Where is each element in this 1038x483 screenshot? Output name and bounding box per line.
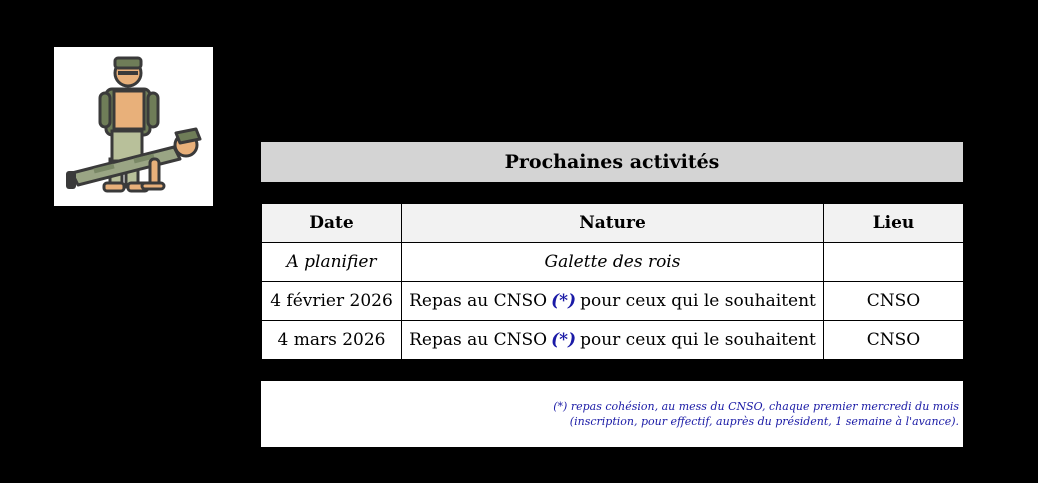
footnote-box	[261, 381, 963, 447]
table-row	[262, 243, 964, 282]
footnote	[553, 399, 959, 429]
column-header-nature: Nature	[402, 204, 824, 243]
row-nature	[402, 282, 824, 321]
nature-text: pour ceux qui le souhaitent	[580, 291, 816, 311]
footnote-ref: (*)	[551, 291, 577, 311]
column-header-date: Date	[262, 204, 402, 243]
row-lieu: CNSO	[824, 321, 964, 360]
row-date: 4 février 2026	[262, 282, 402, 321]
activities-table	[261, 203, 964, 360]
nature-text: Repas au CNSO	[409, 291, 548, 311]
nature-text: pour ceux qui le souhaitent	[580, 330, 816, 350]
footnote-line: (inscription, pour effectif, auprès du président, 1 semaine à l'avance).	[569, 415, 959, 428]
nature-text: Repas au CNSO	[409, 330, 548, 350]
row-date: 4 mars 2026	[262, 321, 402, 360]
table-header-row	[262, 204, 964, 243]
footnote-ref: (*)	[551, 330, 577, 350]
row-nature	[402, 321, 824, 360]
table-row	[262, 321, 964, 360]
logo	[54, 47, 213, 206]
row-date: A planifier	[262, 243, 402, 282]
table-row	[262, 282, 964, 321]
column-header-lieu: Lieu	[824, 204, 964, 243]
section-title: Prochaines activités	[261, 142, 963, 182]
row-lieu	[824, 243, 964, 282]
row-nature: Galette des rois	[402, 243, 824, 282]
row-lieu: CNSO	[824, 282, 964, 321]
drill-sergeant-pushup-icon	[54, 47, 213, 206]
footnote-line: (*) repas cohésion, au mess du CNSO, chaque premier mercredi du mois	[553, 400, 959, 413]
